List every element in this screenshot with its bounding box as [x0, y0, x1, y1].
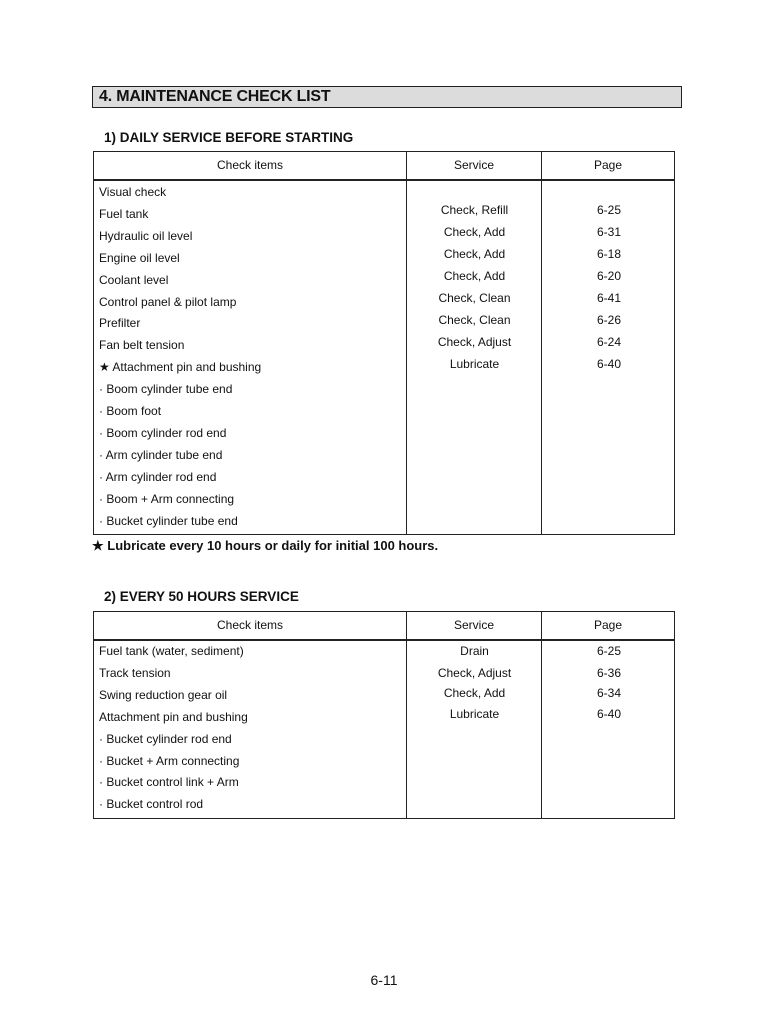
- row-check-item: Prefilter: [99, 316, 141, 331]
- section-heading-50-hours: 2) EVERY 50 HOURS SERVICE: [104, 589, 299, 604]
- row-check-item: · Arm cylinder rod end: [99, 469, 217, 484]
- row-page: 6-18: [596, 247, 622, 261]
- row-check-item: Attachment pin and bushing: [99, 709, 248, 724]
- row-check-item: Fan belt tension: [99, 338, 185, 353]
- row-service: Check, Refill: [440, 203, 509, 217]
- row-check-item: · Boom cylinder tube end: [99, 382, 233, 397]
- page-number: 6-11: [370, 972, 398, 988]
- row-page: 6-31: [596, 225, 622, 239]
- row-check-item: · Bucket cylinder tube end: [99, 513, 238, 528]
- row-service: Check, Clean: [438, 291, 511, 305]
- row-check-item: Coolant level: [99, 272, 169, 287]
- header-check-items: Check items: [216, 158, 284, 172]
- row-page: 6-34: [596, 686, 622, 700]
- row-check-item: · Bucket cylinder rod end: [99, 731, 232, 746]
- row-page: 6-20: [596, 269, 622, 283]
- row-page: 6-41: [596, 291, 622, 305]
- row-check-item: · Bucket + Arm connecting: [99, 753, 240, 768]
- row-page: 6-25: [596, 644, 622, 658]
- row-service: Check, Add: [443, 269, 506, 283]
- row-page: 6-24: [596, 335, 622, 349]
- row-check-item: Engine oil level: [99, 250, 180, 265]
- row-page: 6-25: [596, 203, 622, 217]
- row-check-item: · Bucket control link + Arm: [99, 775, 239, 790]
- row-check-item: Hydraulic oil level: [99, 228, 193, 243]
- fifty-hours-service-table: [93, 611, 675, 819]
- row-service: Check, Adjust: [437, 666, 512, 680]
- row-check-item: Track tension: [99, 665, 171, 680]
- row-check-item: ★ Attachment pin and bushing: [99, 360, 262, 375]
- row-check-item: · Boom foot: [99, 404, 162, 418]
- section-heading-daily: 1) DAILY SERVICE BEFORE STARTING: [104, 130, 354, 145]
- daily-service-table: [93, 151, 675, 535]
- row-page: 6-26: [596, 313, 622, 327]
- header-page: Page: [593, 618, 623, 632]
- row-check-item: · Arm cylinder tube end: [99, 447, 223, 462]
- row-service: Check, Add: [443, 686, 506, 700]
- row-service: Check, Clean: [438, 313, 511, 327]
- row-check-item: · Boom + Arm connecting: [99, 491, 235, 506]
- row-page: 6-36: [596, 666, 622, 680]
- header-check-items: Check items: [216, 618, 284, 632]
- row-check-item: Fuel tank (water, sediment): [99, 644, 244, 658]
- row-service: Drain: [460, 644, 489, 658]
- row-service: Check, Adjust: [437, 335, 512, 349]
- table-header: [94, 152, 674, 181]
- row-check-item: Control panel & pilot lamp: [99, 294, 237, 309]
- header-service: Service: [453, 158, 494, 172]
- page-title: 4. MAINTENANCE CHECK LIST: [92, 86, 682, 108]
- lubrication-note: ★ Lubricate every 10 hours or daily for initial 100 hours.: [92, 538, 439, 553]
- row-check-item: · Boom cylinder rod end: [99, 425, 227, 440]
- header-service: Service: [453, 618, 494, 632]
- row-check-item: Fuel tank: [99, 206, 149, 221]
- row-page: 6-40: [596, 707, 622, 721]
- table-header: [94, 612, 674, 641]
- row-check-item: Visual check: [99, 185, 167, 199]
- row-check-item: Swing reduction gear oil: [99, 687, 228, 702]
- row-service: Lubricate: [449, 707, 500, 721]
- row-page: 6-40: [596, 357, 622, 371]
- row-service: Lubricate: [449, 357, 500, 371]
- row-service: Check, Add: [443, 247, 506, 261]
- header-page: Page: [593, 158, 623, 172]
- row-service: Check, Add: [443, 225, 506, 239]
- row-check-item: · Bucket control rod: [99, 797, 204, 812]
